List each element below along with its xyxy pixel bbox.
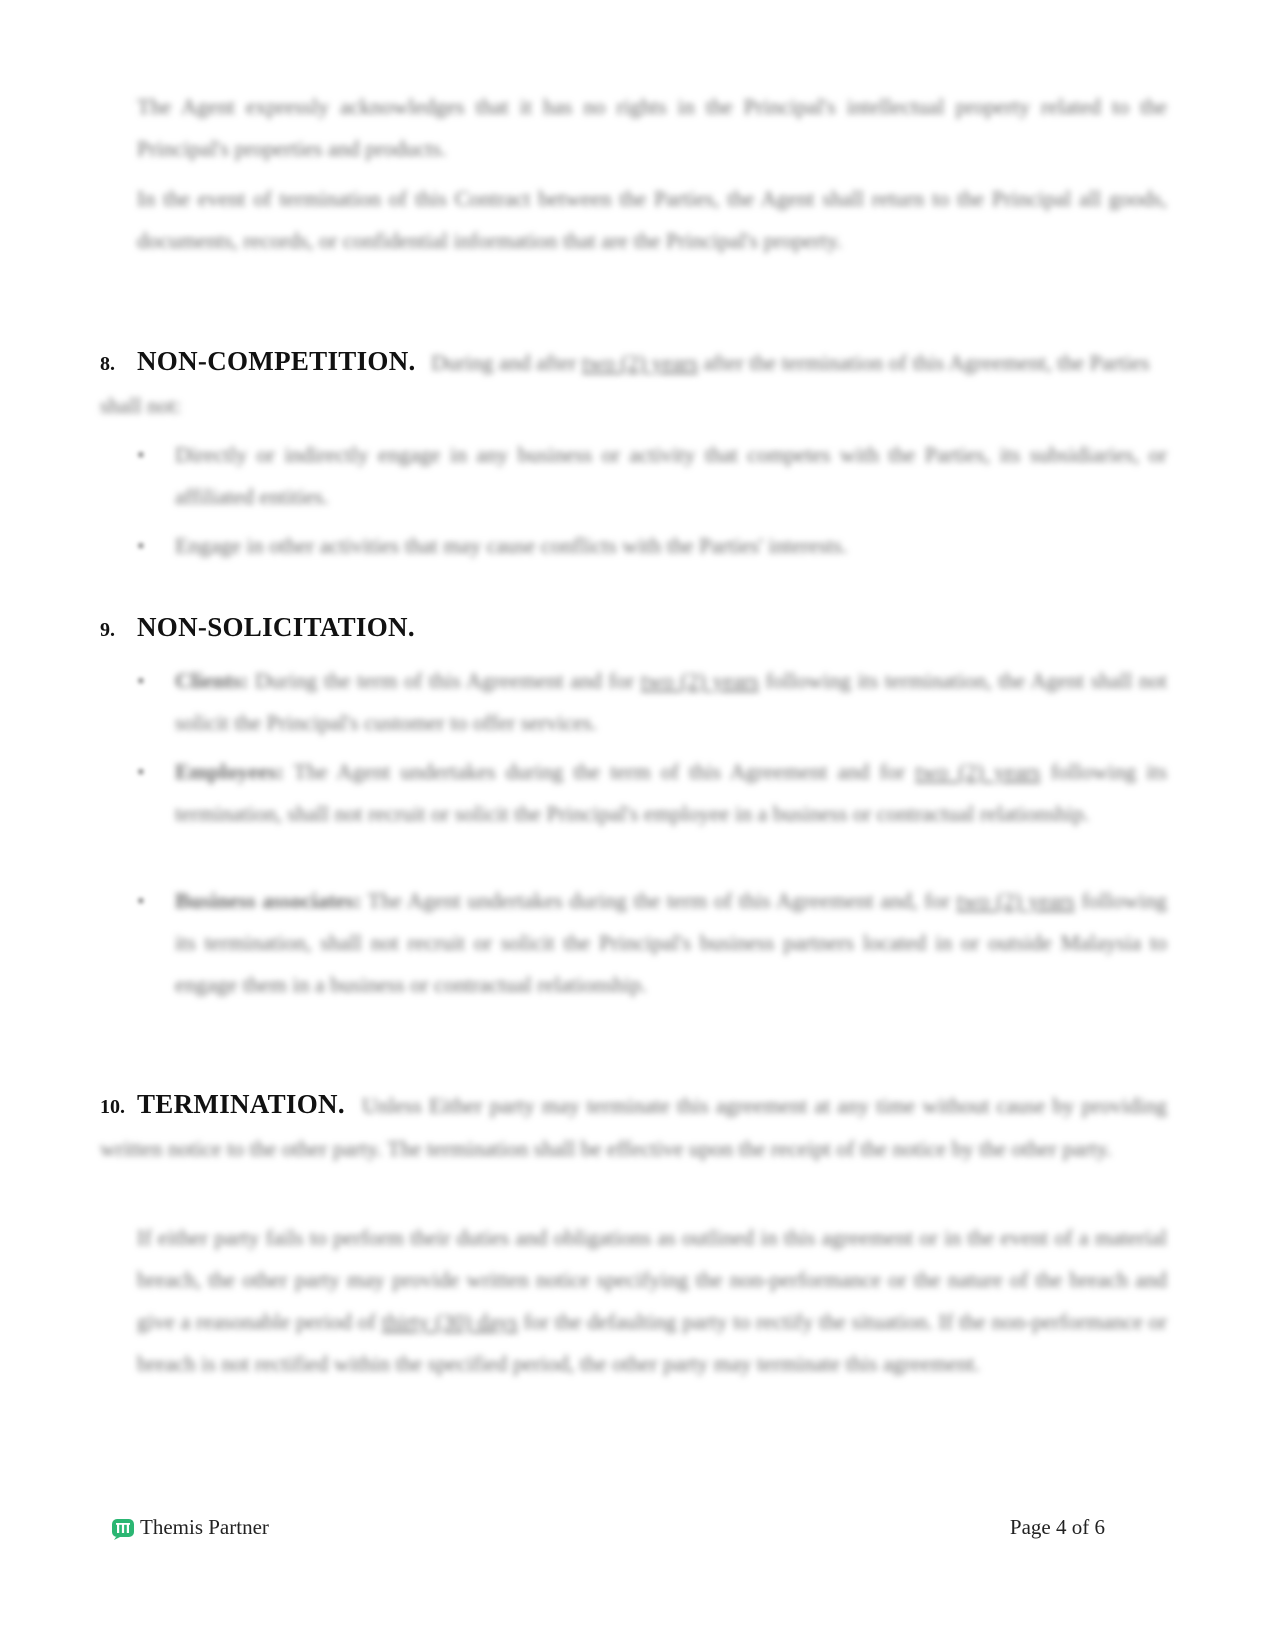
section10-heading [100,1083,1167,1170]
bullet-text: Employees: The Agent undertakes during the term of this Agreement and for two (2) years following its termination, shall not recruit or solicit the Principal's employee in a business or contractual relationship. [175,759,1168,826]
section10-intro: Unless Either party may terminate this agreement at any time without cause by providing written notice to the other party. The termination shall be effective upon the receipt of the notice by the other party. [100,1093,1168,1161]
section9-number: 9. [100,619,115,641]
footer-brand: Themis Partner [140,1515,269,1539]
section8-bullet [137,525,1167,567]
bullet-text: Directly or indirectly engage in any business or activity that competes with the Parties, its subsidiaries, or affiliated entities. [175,442,1167,509]
section7-paragraph-2: In the event of termination of this Contract between the Parties, the Agent shall return to the Principal all goods, documents, records, or confidential information that are the Principal's property. [137,186,1167,253]
section9-bullet [137,880,1167,1006]
section9-bullet [137,751,1167,835]
section9-bullet [137,660,1167,744]
section8-number: 8. [100,353,115,375]
section9-heading [100,606,1167,651]
bullet-text: Business associates: The Agent undertakes during the term of this Agreement and, for two (2) years following its termination, shall not recruit or solicit the Principal's business partners located in or outside Malaysia to engage them in a business or contractual relationship. [175,888,1168,997]
section10-title: TERMINATION. [137,1089,345,1119]
bullet-text: Clients: During the term of this Agreement and for two (2) years following its termination, the Agent shall not solicit the Principal's customer to offer services. [175,668,1168,735]
bullet-icon: • [137,888,145,913]
bullet-icon: • [137,759,145,784]
bullet-icon: • [137,533,145,558]
bullet-text: Engage in other activities that may cause conflicts with the Parties' interests. [175,533,848,558]
section10-paragraph-2: If either party fails to perform their duties and obligations as outlined in this agreement or in the event of a material breach, the other party may provide written notice specifying the non-performance or the nature of the breach and give a reasonable period of thirty (30) days for the defaulting party to rectify the situation. If the non-performance or breach is not rectified within the specified period, the other party may terminate this agreement. [137,1225,1168,1376]
section7-paragraph-1: The Agent expressly acknowledges that it has no rights in the Principal's intellectual property related to the Principal's properties and products. [137,94,1167,161]
themis-partner-logo-icon [111,1518,135,1540]
section10-number: 10. [100,1096,125,1118]
section8-bullet [137,434,1167,518]
section9-title: NON-SOLICITATION. [137,612,415,642]
bullet-icon: • [137,442,145,467]
section8-intro: During and after two (2) years after the termination of this Agreement, the Parties shall not: [100,350,1150,418]
section8-heading [100,340,1167,427]
bullet-icon: • [137,668,145,693]
footer-page-number: Page 4 of 6 [1009,1515,1105,1539]
section8-title: NON-COMPETITION. [137,346,416,376]
